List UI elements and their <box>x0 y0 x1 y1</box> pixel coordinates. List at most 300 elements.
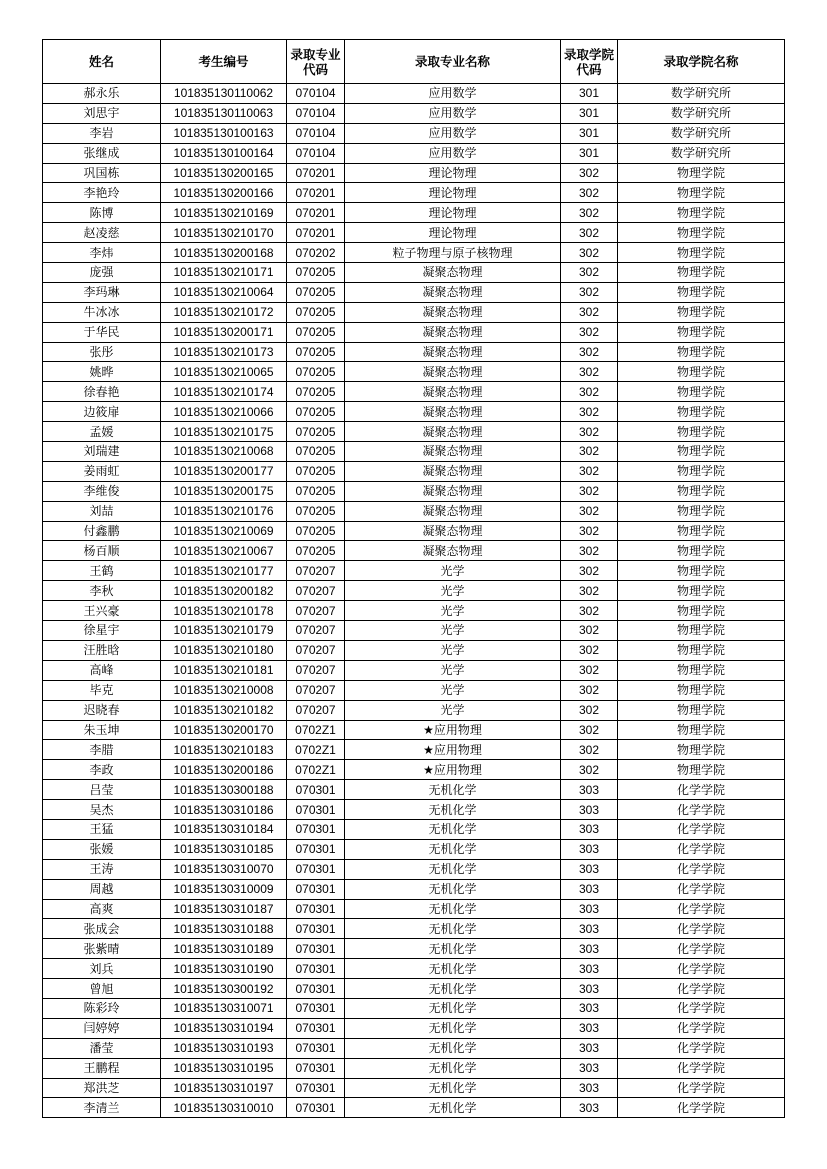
cell-exam-no: 101835130210181 <box>161 660 287 680</box>
table-row <box>43 382 785 402</box>
table-row <box>43 1078 785 1098</box>
cell-major-name: 无机化学 <box>345 959 561 979</box>
cell-name: 李政 <box>43 760 161 780</box>
cell-exam-no: 101835130310197 <box>161 1078 287 1098</box>
cell-exam-no: 101835130210178 <box>161 601 287 621</box>
cell-major-name: ★应用物理 <box>345 740 561 760</box>
cell-exam-no: 101835130210066 <box>161 402 287 422</box>
cell-major-name: 凝聚态物理 <box>345 322 561 342</box>
cell-major-code: 070205 <box>287 481 345 501</box>
cell-major-code: 070205 <box>287 501 345 521</box>
cell-college-code: 303 <box>561 998 618 1018</box>
cell-exam-no: 101835130200168 <box>161 243 287 263</box>
cell-college-name: 化学学院 <box>618 1098 785 1118</box>
cell-major-code: 070207 <box>287 660 345 680</box>
cell-name: 李腊 <box>43 740 161 760</box>
table-row <box>43 561 785 581</box>
cell-college-code: 302 <box>561 263 618 283</box>
cell-major-name: 凝聚态物理 <box>345 402 561 422</box>
cell-name: 王兴豪 <box>43 601 161 621</box>
cell-major-code: 070301 <box>287 979 345 999</box>
cell-major-name: 无机化学 <box>345 800 561 820</box>
cell-major-name: 凝聚态物理 <box>345 461 561 481</box>
table-row <box>43 402 785 422</box>
table-row <box>43 461 785 481</box>
cell-name: 徐星宇 <box>43 621 161 641</box>
cell-college-code: 303 <box>561 879 618 899</box>
cell-major-name: 无机化学 <box>345 919 561 939</box>
cell-exam-no: 101835130210180 <box>161 640 287 660</box>
cell-name: 李维俊 <box>43 481 161 501</box>
cell-name: 毕克 <box>43 680 161 700</box>
cell-exam-no: 101835130310193 <box>161 1038 287 1058</box>
cell-major-code: 070205 <box>287 442 345 462</box>
table-row <box>43 780 785 800</box>
cell-college-code: 302 <box>561 561 618 581</box>
cell-major-code: 070205 <box>287 322 345 342</box>
cell-major-name: 凝聚态物理 <box>345 382 561 402</box>
cell-college-name: 物理学院 <box>618 342 785 362</box>
cell-major-name: ★应用物理 <box>345 760 561 780</box>
table-row <box>43 163 785 183</box>
cell-major-code: 070205 <box>287 461 345 481</box>
cell-college-code: 302 <box>561 243 618 263</box>
cell-major-code: 070201 <box>287 203 345 223</box>
cell-college-name: 化学学院 <box>618 1078 785 1098</box>
cell-major-name: 凝聚态物理 <box>345 521 561 541</box>
cell-college-code: 302 <box>561 601 618 621</box>
cell-name: 姚晔 <box>43 362 161 382</box>
cell-name: 张媛 <box>43 839 161 859</box>
header-major-code: 录取专业代码 <box>287 40 345 84</box>
cell-college-name: 物理学院 <box>618 740 785 760</box>
cell-major-code: 070301 <box>287 939 345 959</box>
cell-college-code: 303 <box>561 899 618 919</box>
cell-major-name: 凝聚态物理 <box>345 481 561 501</box>
table-row <box>43 621 785 641</box>
cell-college-name: 数学研究所 <box>618 143 785 163</box>
cell-major-code: 070205 <box>287 541 345 561</box>
cell-college-code: 302 <box>561 501 618 521</box>
table-row <box>43 839 785 859</box>
cell-college-name: 物理学院 <box>618 720 785 740</box>
cell-college-name: 物理学院 <box>618 461 785 481</box>
cell-college-name: 化学学院 <box>618 800 785 820</box>
cell-college-code: 303 <box>561 819 618 839</box>
cell-exam-no: 101835130200165 <box>161 163 287 183</box>
cell-major-code: 070205 <box>287 282 345 302</box>
cell-major-code: 070207 <box>287 621 345 641</box>
cell-name: 陈彩玲 <box>43 998 161 1018</box>
cell-name: 李秋 <box>43 581 161 601</box>
cell-exam-no: 101835130310194 <box>161 1018 287 1038</box>
cell-college-code: 302 <box>561 382 618 402</box>
cell-major-code: 070207 <box>287 700 345 720</box>
cell-exam-no: 101835130210068 <box>161 442 287 462</box>
cell-name: 边筱扉 <box>43 402 161 422</box>
cell-name: 张成会 <box>43 919 161 939</box>
cell-name: 徐春艳 <box>43 382 161 402</box>
cell-major-name: 无机化学 <box>345 899 561 919</box>
cell-college-name: 化学学院 <box>618 879 785 899</box>
cell-college-name: 化学学院 <box>618 939 785 959</box>
cell-major-name: 无机化学 <box>345 819 561 839</box>
cell-college-code: 302 <box>561 660 618 680</box>
cell-major-name: 无机化学 <box>345 939 561 959</box>
cell-name: 刘思宇 <box>43 103 161 123</box>
cell-college-code: 302 <box>561 163 618 183</box>
table-row <box>43 243 785 263</box>
cell-major-name: 无机化学 <box>345 1038 561 1058</box>
cell-exam-no: 101835130210172 <box>161 302 287 322</box>
cell-exam-no: 101835130210175 <box>161 422 287 442</box>
table-row <box>43 103 785 123</box>
cell-major-name: 理论物理 <box>345 183 561 203</box>
cell-college-name: 数学研究所 <box>618 103 785 123</box>
cell-exam-no: 101835130210169 <box>161 203 287 223</box>
cell-college-code: 302 <box>561 362 618 382</box>
cell-major-code: 070205 <box>287 521 345 541</box>
table-row <box>43 740 785 760</box>
cell-college-name: 物理学院 <box>618 601 785 621</box>
cell-college-code: 302 <box>561 203 618 223</box>
cell-name: 王涛 <box>43 859 161 879</box>
table-row <box>43 760 785 780</box>
header-exam-no: 考生编号 <box>161 40 287 84</box>
cell-exam-no: 101835130200175 <box>161 481 287 501</box>
cell-major-code: 070301 <box>287 959 345 979</box>
cell-exam-no: 101835130310185 <box>161 839 287 859</box>
cell-major-code: 070301 <box>287 1058 345 1078</box>
cell-major-name: 凝聚态物理 <box>345 362 561 382</box>
cell-major-name: 无机化学 <box>345 998 561 1018</box>
cell-name: 王猛 <box>43 819 161 839</box>
cell-college-code: 303 <box>561 1018 618 1038</box>
cell-college-name: 物理学院 <box>618 541 785 561</box>
table-row <box>43 123 785 143</box>
cell-college-code: 303 <box>561 1038 618 1058</box>
header-major-name: 录取专业名称 <box>345 40 561 84</box>
cell-college-name: 物理学院 <box>618 362 785 382</box>
cell-major-name: 凝聚态物理 <box>345 442 561 462</box>
cell-college-code: 302 <box>561 422 618 442</box>
cell-major-name: 光学 <box>345 581 561 601</box>
cell-college-name: 化学学院 <box>618 899 785 919</box>
cell-college-name: 化学学院 <box>618 1018 785 1038</box>
cell-major-name: 无机化学 <box>345 1018 561 1038</box>
cell-major-name: 光学 <box>345 640 561 660</box>
cell-college-code: 302 <box>561 760 618 780</box>
cell-exam-no: 101835130110063 <box>161 103 287 123</box>
cell-exam-no: 101835130200186 <box>161 760 287 780</box>
cell-college-name: 化学学院 <box>618 1038 785 1058</box>
cell-college-code: 302 <box>561 442 618 462</box>
cell-major-code: 070207 <box>287 640 345 660</box>
cell-name: 王鹤 <box>43 561 161 581</box>
header-college-name: 录取学院名称 <box>618 40 785 84</box>
table-row <box>43 800 785 820</box>
cell-name: 李艳玲 <box>43 183 161 203</box>
cell-college-code: 303 <box>561 1098 618 1118</box>
table-row <box>43 959 785 979</box>
cell-college-code: 303 <box>561 800 618 820</box>
cell-college-code: 301 <box>561 123 618 143</box>
table-row <box>43 263 785 283</box>
cell-name: 刘喆 <box>43 501 161 521</box>
cell-major-name: 光学 <box>345 601 561 621</box>
cell-major-code: 0702Z1 <box>287 760 345 780</box>
cell-college-code: 301 <box>561 84 618 104</box>
cell-name: 潘莹 <box>43 1038 161 1058</box>
table-row <box>43 322 785 342</box>
cell-college-name: 物理学院 <box>618 760 785 780</box>
cell-major-code: 070104 <box>287 84 345 104</box>
table-row <box>43 282 785 302</box>
cell-major-name: 凝聚态物理 <box>345 422 561 442</box>
cell-major-code: 070205 <box>287 422 345 442</box>
cell-major-name: 光学 <box>345 660 561 680</box>
table-row <box>43 998 785 1018</box>
cell-exam-no: 101835130210176 <box>161 501 287 521</box>
cell-college-name: 物理学院 <box>618 203 785 223</box>
cell-college-code: 302 <box>561 581 618 601</box>
cell-major-code: 0702Z1 <box>287 740 345 760</box>
cell-college-name: 物理学院 <box>618 481 785 501</box>
cell-name: 张继成 <box>43 143 161 163</box>
cell-major-name: 应用数学 <box>345 143 561 163</box>
cell-exam-no: 101835130210069 <box>161 521 287 541</box>
cell-major-code: 070207 <box>287 601 345 621</box>
cell-exam-no: 101835130200166 <box>161 183 287 203</box>
cell-college-code: 302 <box>561 621 618 641</box>
cell-name: 赵凌慈 <box>43 223 161 243</box>
cell-major-code: 070301 <box>287 899 345 919</box>
cell-name: 汪胜晗 <box>43 640 161 660</box>
cell-college-code: 302 <box>561 680 618 700</box>
table-row <box>43 342 785 362</box>
cell-college-code: 302 <box>561 302 618 322</box>
cell-college-code: 302 <box>561 481 618 501</box>
cell-name: 李玛琳 <box>43 282 161 302</box>
cell-major-code: 070205 <box>287 263 345 283</box>
cell-college-name: 化学学院 <box>618 998 785 1018</box>
cell-major-code: 070301 <box>287 839 345 859</box>
cell-exam-no: 101835130310195 <box>161 1058 287 1078</box>
cell-major-code: 070205 <box>287 342 345 362</box>
cell-college-code: 302 <box>561 461 618 481</box>
table-row <box>43 541 785 561</box>
table-row <box>43 660 785 680</box>
cell-exam-no: 101835130100164 <box>161 143 287 163</box>
cell-college-name: 物理学院 <box>618 322 785 342</box>
cell-college-code: 302 <box>561 720 618 740</box>
cell-major-name: 光学 <box>345 561 561 581</box>
cell-exam-no: 101835130210170 <box>161 223 287 243</box>
cell-major-name: 光学 <box>345 621 561 641</box>
cell-college-code: 303 <box>561 919 618 939</box>
cell-exam-no: 101835130210173 <box>161 342 287 362</box>
cell-exam-no: 101835130210177 <box>161 561 287 581</box>
cell-college-name: 化学学院 <box>618 1058 785 1078</box>
cell-exam-no: 101835130210179 <box>161 621 287 641</box>
table-row <box>43 1098 785 1118</box>
table-row <box>43 819 785 839</box>
cell-name: 姜雨虹 <box>43 461 161 481</box>
cell-name: 吕莹 <box>43 780 161 800</box>
cell-college-code: 302 <box>561 640 618 660</box>
cell-major-code: 070207 <box>287 581 345 601</box>
cell-major-name: 理论物理 <box>345 203 561 223</box>
cell-name: 周越 <box>43 879 161 899</box>
table-body <box>43 84 785 1118</box>
table-row <box>43 223 785 243</box>
table-row <box>43 720 785 740</box>
cell-name: 刘瑞建 <box>43 442 161 462</box>
cell-major-name: 无机化学 <box>345 979 561 999</box>
cell-major-code: 070205 <box>287 362 345 382</box>
cell-college-name: 物理学院 <box>618 243 785 263</box>
cell-college-name: 物理学院 <box>618 183 785 203</box>
cell-major-name: 理论物理 <box>345 163 561 183</box>
cell-college-code: 303 <box>561 780 618 800</box>
cell-major-name: 凝聚态物理 <box>345 541 561 561</box>
cell-college-name: 数学研究所 <box>618 123 785 143</box>
cell-major-code: 070201 <box>287 223 345 243</box>
cell-major-name: 无机化学 <box>345 780 561 800</box>
table-row <box>43 601 785 621</box>
cell-major-name: 粒子物理与原子核物理 <box>345 243 561 263</box>
header-college-code: 录取学院代码 <box>561 40 618 84</box>
cell-major-code: 070104 <box>287 103 345 123</box>
cell-major-name: 凝聚态物理 <box>345 263 561 283</box>
cell-major-code: 070301 <box>287 998 345 1018</box>
cell-college-code: 302 <box>561 183 618 203</box>
cell-exam-no: 101835130210064 <box>161 282 287 302</box>
cell-name: 高峰 <box>43 660 161 680</box>
cell-major-code: 070301 <box>287 879 345 899</box>
cell-college-name: 化学学院 <box>618 859 785 879</box>
header-row <box>43 40 785 84</box>
table-row <box>43 1058 785 1078</box>
cell-major-code: 070301 <box>287 819 345 839</box>
cell-name: 王鹏程 <box>43 1058 161 1078</box>
table-row <box>43 481 785 501</box>
cell-name: 郝永乐 <box>43 84 161 104</box>
cell-college-name: 物理学院 <box>618 660 785 680</box>
cell-name: 张紫晴 <box>43 939 161 959</box>
cell-exam-no: 101835130200170 <box>161 720 287 740</box>
cell-college-name: 物理学院 <box>618 640 785 660</box>
cell-major-name: 无机化学 <box>345 1098 561 1118</box>
table-row <box>43 581 785 601</box>
table-row <box>43 203 785 223</box>
cell-college-name: 物理学院 <box>618 422 785 442</box>
table-row <box>43 700 785 720</box>
cell-college-code: 302 <box>561 402 618 422</box>
cell-exam-no: 101835130310186 <box>161 800 287 820</box>
table-row <box>43 939 785 959</box>
cell-exam-no: 101835130210183 <box>161 740 287 760</box>
table-row <box>43 362 785 382</box>
cell-name: 李岩 <box>43 123 161 143</box>
cell-exam-no: 101835130200182 <box>161 581 287 601</box>
cell-major-code: 070205 <box>287 302 345 322</box>
cell-name: 李清兰 <box>43 1098 161 1118</box>
cell-major-name: 无机化学 <box>345 1058 561 1078</box>
cell-exam-no: 101835130210182 <box>161 700 287 720</box>
cell-major-code: 070301 <box>287 1098 345 1118</box>
cell-college-code: 302 <box>561 541 618 561</box>
cell-major-code: 070301 <box>287 1038 345 1058</box>
cell-name: 李炜 <box>43 243 161 263</box>
cell-name: 吴杰 <box>43 800 161 820</box>
cell-exam-no: 101835130310189 <box>161 939 287 959</box>
cell-major-code: 070201 <box>287 183 345 203</box>
cell-college-name: 物理学院 <box>618 581 785 601</box>
cell-name: 曾旭 <box>43 979 161 999</box>
cell-college-name: 化学学院 <box>618 919 785 939</box>
table-row <box>43 143 785 163</box>
cell-college-code: 302 <box>561 282 618 302</box>
cell-name: 孟媛 <box>43 422 161 442</box>
cell-major-name: 无机化学 <box>345 859 561 879</box>
cell-major-code: 070104 <box>287 123 345 143</box>
cell-college-name: 物理学院 <box>618 263 785 283</box>
cell-name: 张彤 <box>43 342 161 362</box>
table-row <box>43 521 785 541</box>
table-row <box>43 501 785 521</box>
table-row <box>43 1018 785 1038</box>
cell-major-name: 凝聚态物理 <box>345 501 561 521</box>
cell-name: 陈博 <box>43 203 161 223</box>
cell-college-code: 303 <box>561 1078 618 1098</box>
cell-name: 付鑫鹏 <box>43 521 161 541</box>
cell-exam-no: 101835130310009 <box>161 879 287 899</box>
table-row <box>43 680 785 700</box>
cell-exam-no: 101835130210008 <box>161 680 287 700</box>
cell-college-name: 物理学院 <box>618 680 785 700</box>
cell-major-code: 070301 <box>287 919 345 939</box>
cell-name: 朱玉坤 <box>43 720 161 740</box>
cell-major-code: 070201 <box>287 163 345 183</box>
cell-name: 杨百顺 <box>43 541 161 561</box>
cell-college-name: 物理学院 <box>618 382 785 402</box>
cell-exam-no: 101835130300192 <box>161 979 287 999</box>
cell-major-name: 理论物理 <box>345 223 561 243</box>
cell-name: 于华民 <box>43 322 161 342</box>
cell-major-name: 凝聚态物理 <box>345 282 561 302</box>
cell-exam-no: 101835130310188 <box>161 919 287 939</box>
cell-major-code: 070207 <box>287 561 345 581</box>
cell-college-code: 302 <box>561 700 618 720</box>
cell-major-name: 凝聚态物理 <box>345 342 561 362</box>
cell-major-name: 应用数学 <box>345 84 561 104</box>
cell-major-code: 070104 <box>287 143 345 163</box>
cell-exam-no: 101835130210067 <box>161 541 287 561</box>
cell-college-code: 303 <box>561 839 618 859</box>
cell-college-name: 物理学院 <box>618 442 785 462</box>
cell-college-code: 303 <box>561 939 618 959</box>
cell-major-name: 应用数学 <box>345 103 561 123</box>
cell-college-name: 物理学院 <box>618 700 785 720</box>
cell-major-code: 070301 <box>287 1018 345 1038</box>
table-row <box>43 442 785 462</box>
cell-college-name: 物理学院 <box>618 402 785 422</box>
cell-college-code: 301 <box>561 143 618 163</box>
cell-exam-no: 101835130210065 <box>161 362 287 382</box>
cell-college-code: 303 <box>561 959 618 979</box>
cell-college-code: 302 <box>561 223 618 243</box>
